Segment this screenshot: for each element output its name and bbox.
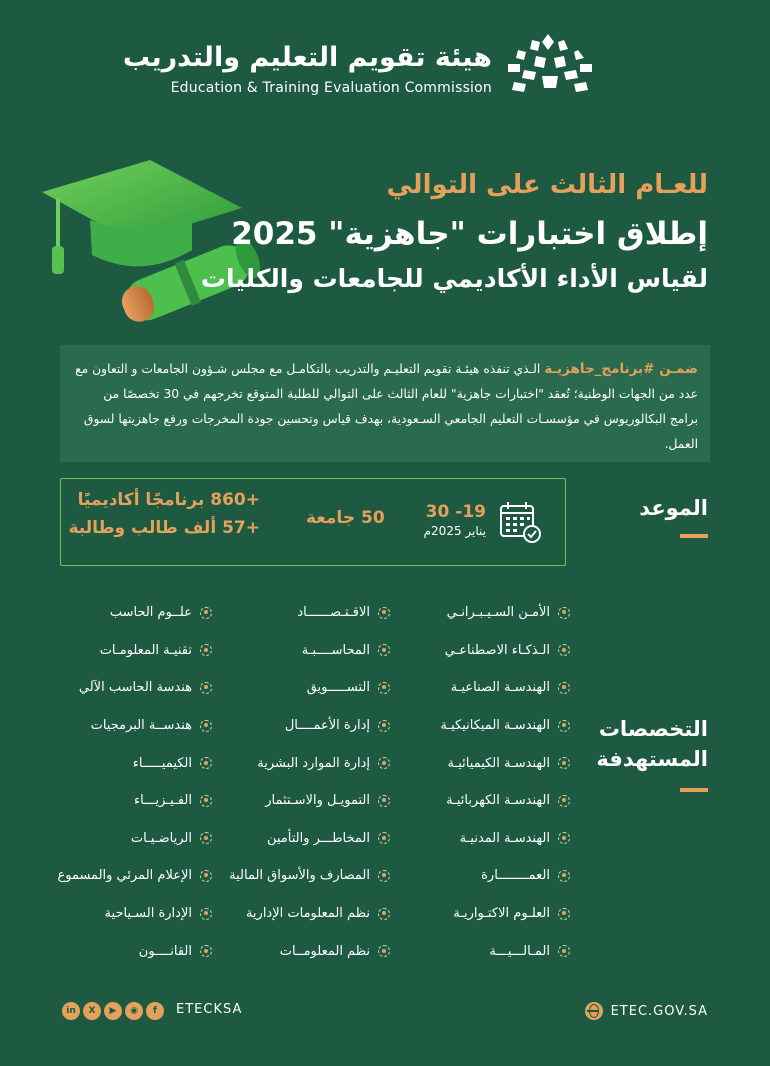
bullet-icon [378, 757, 390, 769]
bullet-icon [378, 682, 390, 694]
specialization-item [410, 594, 570, 632]
specialization-item [52, 857, 212, 895]
website-url: ETEC.GOV.SA [610, 1003, 708, 1019]
globe-icon [585, 1002, 603, 1020]
bullet-icon [200, 644, 212, 656]
specialization-item [52, 932, 212, 970]
website-link[interactable] [585, 1002, 708, 1020]
specialization-item [410, 820, 570, 858]
bullet-icon [558, 795, 570, 807]
specializations-column-left [52, 594, 212, 970]
bullet-icon [558, 945, 570, 957]
specialization-label: المـالـــيـــة [489, 943, 550, 959]
specialization-label: هندسة الحاسب الآلي [78, 680, 192, 696]
bullet-icon [200, 945, 212, 957]
specialization-item [230, 594, 390, 632]
bullet-icon [200, 757, 212, 769]
universities-count: 50 جامعة [306, 508, 385, 528]
specialization-label: الرياضـيـات [130, 830, 192, 846]
specialization-label: العلـوم الاكتـواريـة [453, 906, 550, 922]
specializations-column-middle [230, 594, 390, 970]
specialization-item [410, 707, 570, 745]
social-links [62, 1002, 164, 1020]
specialization-label: تقنيـة المعلومـات [99, 642, 192, 658]
hero-title: إطلاق اختبارات "جاهزية" 2025 [231, 216, 708, 252]
schedule-underline [680, 534, 708, 538]
specialization-label: المصارف والأسواق المالية [229, 868, 370, 884]
specialization-label: نظم المعلومات الإدارية [245, 906, 370, 922]
bullet-icon [200, 682, 212, 694]
bullet-icon [200, 607, 212, 619]
instagram-icon[interactable]: ◉ [125, 1002, 143, 1020]
bullet-icon [558, 720, 570, 732]
program-hashtag: ضمـن #برنامج_جاهزيـة [544, 361, 698, 377]
bullet-icon [378, 607, 390, 619]
x-icon[interactable]: X [83, 1002, 101, 1020]
bullet-icon [558, 682, 570, 694]
specialization-label: التســـــويق [306, 680, 370, 696]
bullet-icon [378, 945, 390, 957]
specialization-item [410, 857, 570, 895]
specialization-item [52, 782, 212, 820]
specialization-item [230, 932, 390, 970]
specialization-label: الإدارة السـياحية [104, 906, 192, 922]
specializations-title [596, 714, 708, 774]
programs-count: +860 برنامجًا أكاديميًا [77, 490, 260, 510]
bullet-icon [378, 832, 390, 844]
bullet-icon [558, 870, 570, 882]
bullet-icon [378, 795, 390, 807]
specialization-item [230, 857, 390, 895]
specialization-item [230, 820, 390, 858]
specialization-item [52, 707, 212, 745]
specialization-item [52, 632, 212, 670]
specialization-item [410, 632, 570, 670]
specialization-label: نظم المعلومــات [279, 943, 370, 959]
calendar-icon [498, 500, 542, 544]
specialization-item [52, 895, 212, 933]
specialization-item [410, 895, 570, 933]
bullet-icon [200, 870, 212, 882]
specialization-item [230, 782, 390, 820]
specialization-label: الهندسـة المدنيـة [459, 830, 550, 846]
specialization-label: الـذكـاء الاصطناعـي [444, 642, 550, 658]
etec-logo-icon [500, 30, 600, 100]
specialization-label: الهندسـة الكيميائيـة [447, 755, 550, 771]
bullet-icon [558, 832, 570, 844]
specialization-item [410, 932, 570, 970]
specializations-underline [680, 788, 708, 792]
specialization-item [230, 669, 390, 707]
bullet-icon [558, 757, 570, 769]
test-month: يناير 2025م [423, 524, 486, 538]
specialization-item [230, 895, 390, 933]
schedule-title: الموعد [639, 496, 708, 520]
specialization-label: الاقـتـصــــــاد [297, 605, 370, 621]
specialization-item [230, 744, 390, 782]
bullet-icon [378, 644, 390, 656]
specialization-item [410, 744, 570, 782]
bullet-icon [558, 607, 570, 619]
specialization-label: الفـيـزيـــاء [134, 793, 192, 809]
hero-subtitle: للعـام الثالث على التوالي [386, 170, 708, 200]
specialization-label: إدارة الموارد البشرية [257, 755, 370, 771]
specialization-label: العمــــــــارة [481, 868, 550, 884]
specialization-label: الكيميـــــاء [132, 755, 192, 771]
bullet-icon [200, 832, 212, 844]
specialization-item [52, 669, 212, 707]
specialization-label: المحاســــبـة [301, 642, 370, 658]
org-name-english: Education & Training Evaluation Commission [170, 80, 492, 96]
specialization-label: الأمـن السـيـبـرانـي [446, 605, 550, 621]
specialization-label: الهندسـة الكهربائيـة [446, 793, 550, 809]
bullet-icon [558, 908, 570, 920]
specializations-title-line1: التخصصات [598, 717, 708, 741]
bullet-icon [200, 720, 212, 732]
specialization-item [410, 782, 570, 820]
intro-body: الـذي تنفذه هيئـة تقويم التعليـم والتدريب بالتكامـل مع مجلس شـؤون الجامعات و التعاون مع عدد من الجهات الوطنية؛ تُعقد "اختبارات جاهزية" للعام الثالث على التوالي للطلبة المتوقع تخرجهم في 30 تخصصًا من برامج البكالوريوس في مؤسسـات التعليم الجامعي السـعودية، بهدف قياس وتحسين جودة المخرجات ورفع جاهزيتها لسوق العمل. [75, 362, 698, 451]
facebook-icon[interactable]: f [146, 1002, 164, 1020]
specialization-item [410, 669, 570, 707]
org-name-arabic: هيئة تقويم التعليم والتدريب [122, 42, 492, 73]
specialization-label: الهندسـة الصناعيـة [450, 680, 550, 696]
test-dates: 19- 30 [425, 502, 486, 522]
specializations-column-right [410, 594, 570, 970]
students-count: +57 ألف طالب وطالبة [68, 518, 260, 538]
bullet-icon [378, 720, 390, 732]
specialization-label: القانــــون [138, 943, 192, 959]
intro-paragraph [60, 345, 710, 462]
specialization-item [52, 744, 212, 782]
specialization-label: التمويـل والاسـتثمار [265, 793, 370, 809]
social-handle: ETECKSA [176, 1002, 243, 1017]
hero-tagline: لقياس الأداء الأكاديمي للجامعات والكليات [200, 264, 708, 293]
specialization-label: الهندسـة الميكانيكيـة [440, 718, 550, 734]
linkedin-icon[interactable]: in [62, 1002, 80, 1020]
youtube-icon[interactable]: ▶ [104, 1002, 122, 1020]
bullet-icon [558, 644, 570, 656]
specialization-label: إدارة الأعمــــال [284, 718, 370, 734]
specialization-item [230, 707, 390, 745]
specialization-item [52, 820, 212, 858]
specialization-label: الإعلام المرئي والمسموع [57, 868, 192, 884]
specialization-label: المخاطـــر والتأمين [266, 830, 370, 846]
bullet-icon [200, 908, 212, 920]
bullet-icon [378, 908, 390, 920]
bullet-icon [200, 795, 212, 807]
specializations-title-line2: المستهدفة [596, 747, 708, 771]
specialization-item [230, 632, 390, 670]
specialization-item [52, 594, 212, 632]
specialization-label: علــوم الحاسب [109, 605, 192, 621]
bullet-icon [378, 870, 390, 882]
specialization-label: هندســة البرمجيات [90, 718, 192, 734]
